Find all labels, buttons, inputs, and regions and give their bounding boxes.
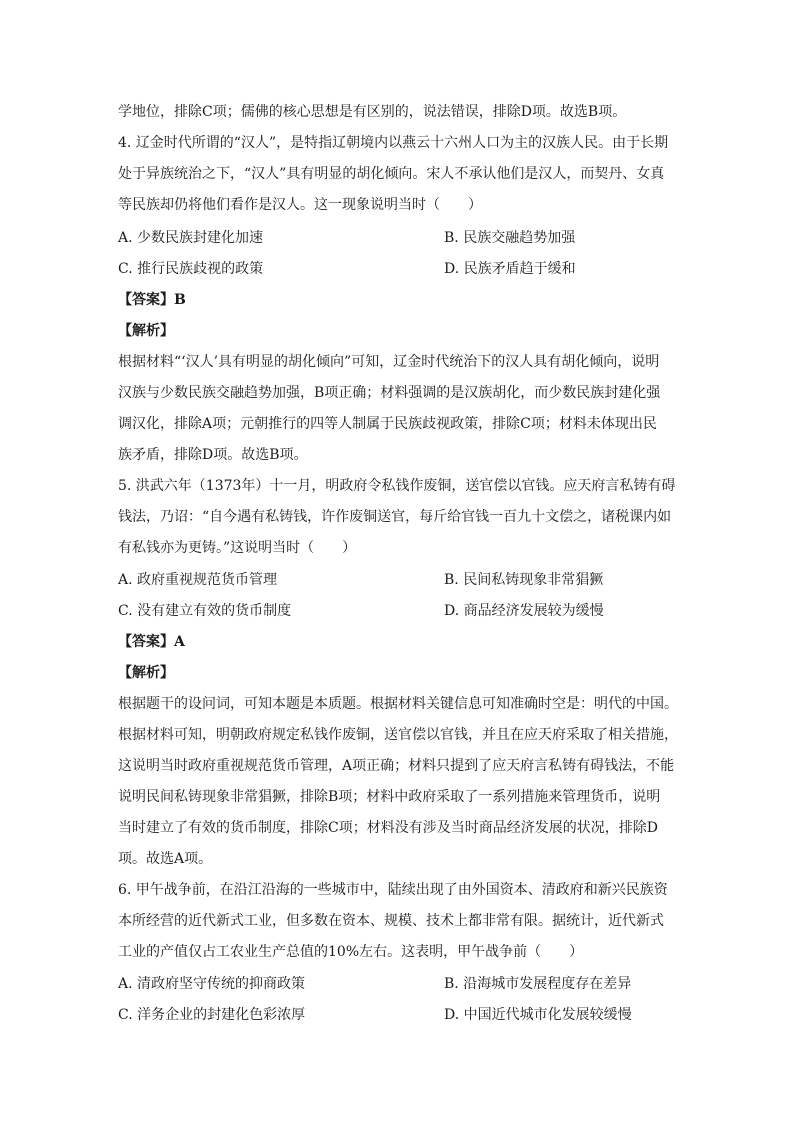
answer-label: 【答案】B [118,292,186,308]
option-c: C. 洋务企业的封建化色彩浓厚 [118,1007,306,1023]
text-line: 工业的产值仅占工农业生产总值的10%左右。这表明，甲午战争前（ ） [118,944,584,960]
text-line: 等民族却仍将他们看作是汉人。这一现象说明当时（ ） [118,197,482,213]
text-line: 本所经营的近代新式工业，但多数在资本、规模、技术上都非常有限。据统计，近代新式 [118,913,664,929]
analysis-text: 根据题干的设问词，可知本题是本质题。根据材料关键信息可知准确时空是：明代的中国。 [118,696,678,712]
analysis-text: 族矛盾，排除D项。故选B项。 [118,447,308,463]
option-d: D. 民族矛盾趋于缓和 [444,261,576,277]
question-6-stem: 6. 甲午战争前，在沿江沿海的一些城市中，陆续出现了由外国资本、清政府和新兴民族资 [118,882,668,898]
question-4-stem: 4. 辽金时代所谓的“汉人”，是特指辽朝境内以燕云十六州人口为主的汉族人民。由于长期 [118,135,669,151]
option-a: A. 清政府坚守传统的抑商政策 [118,976,306,992]
option-a: A. 政府重视规范货币管理 [118,572,278,588]
option-b: B. 沿海城市发展程度存在差异 [444,976,632,992]
text-line: 学地位，排除C项；儒佛的核心思想是有区别的，说法错误，排除D项。故选B项。 [118,104,627,120]
option-a: A. 少数民族封建化加速 [118,230,264,246]
analysis-text: 根据材料可知，明朝政府规定私钱作废铜，送官偿以官钱，并且在应天府采取了相关措施， [118,727,678,743]
analysis-label: 【解析】 [118,323,174,339]
analysis-text: 这说明当时政府重视规范货币管理，A项正确；材料只提到了应天府言私铸有碍钱法，不能 [118,758,675,774]
text-line: 钱法，乃诏：“自今遇有私铸钱，许作废铜送官，每斤给官钱一百九十文偿之，诸税课内如 [118,509,672,525]
option-c: C. 没有建立有效的货币制度 [118,603,292,619]
analysis-label: 【解析】 [118,665,174,681]
analysis-text: 根据材料“‘汉人’具有明显的胡化倾向”可知，辽金时代统治下的汉人具有胡化倾向，说明 [118,354,660,370]
option-c: C. 推行民族歧视的政策 [118,261,264,277]
option-d: D. 中国近代城市化发展较缓慢 [444,1007,632,1023]
answer-label: 【答案】A [118,634,185,650]
text-line: 处于异族统治之下，“汉人”具有明显的胡化倾向。宋人不承认他们是汉人，而契丹、女真 [118,166,665,182]
analysis-text: 说明民间私铸现象非常猖獗，排除B项；材料中政府采取了一系列措施来管理货币，说明 [118,789,661,805]
option-b: B. 民间私铸现象非常猖獗 [444,572,604,588]
analysis-text: 调汉化，排除A项；元朝推行的四等人制属于民族歧视政策，排除C项；材料未体现出民 [118,416,657,432]
analysis-text: 当时建立了有效的货币制度，排除C项；材料没有涉及当时商品经济发展的状况，排除D [118,820,658,836]
option-b: B. 民族交融趋势加强 [444,230,576,246]
option-d: D. 商品经济发展较为缓慢 [444,603,604,619]
question-5-stem: 5. 洪武六年（1373年）十一月，明政府令私钱作废铜，送官偿以官钱。应天府言私铸有碍 [118,478,676,494]
analysis-text: 汉族与少数民族交融趋势加强，B项正确；材料强调的是汉族胡化，而少数民族封建化强 [118,385,661,401]
text-line: 有私钱亦为更铸。”这说明当时（ ） [118,540,357,556]
analysis-text: 项。故选A项。 [118,851,213,867]
